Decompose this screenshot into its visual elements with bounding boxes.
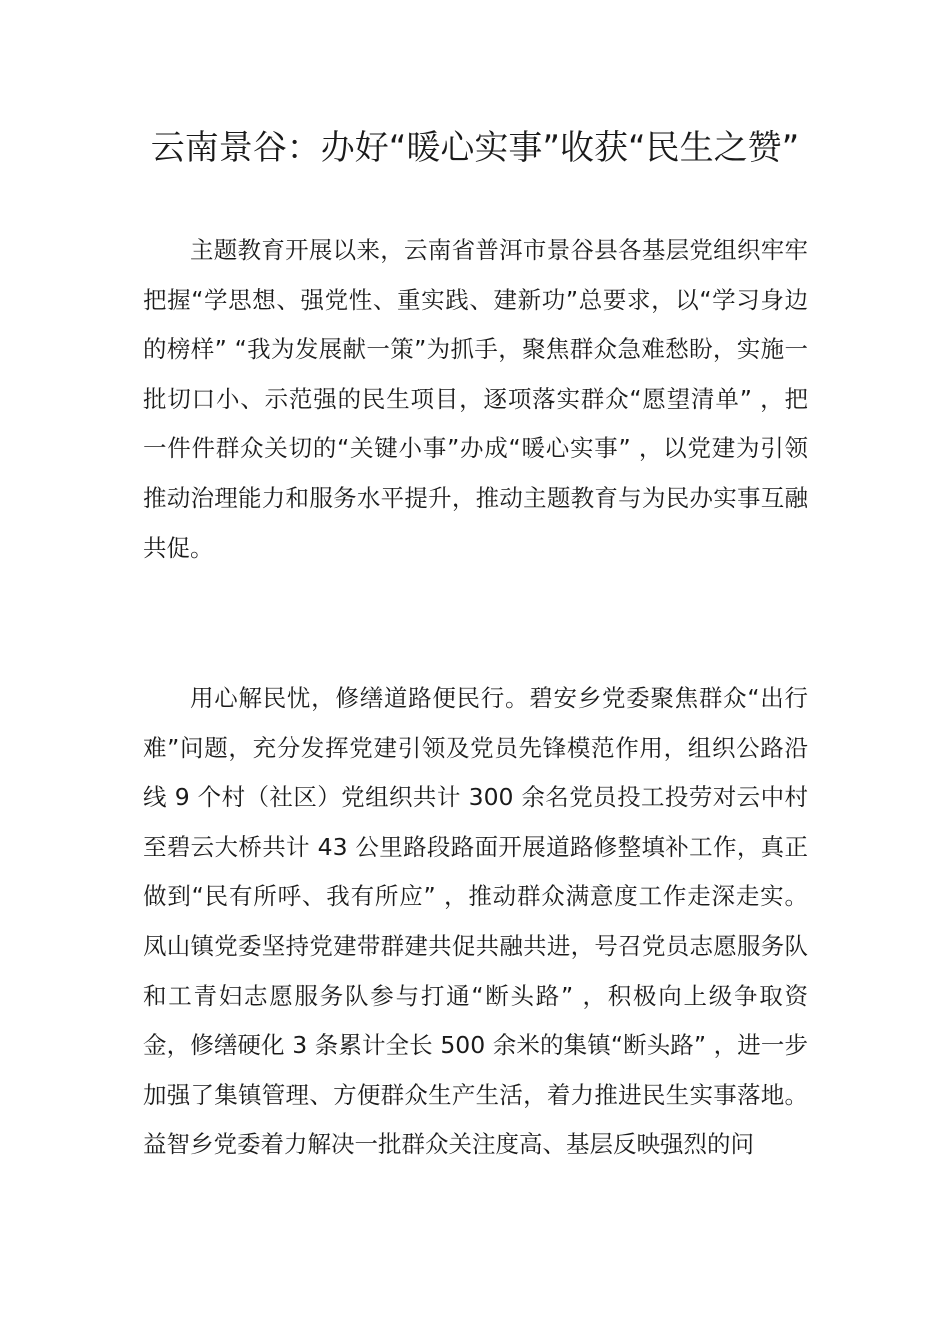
paragraph-intro: 主题教育开展以来，云南省普洱市景谷县各基层党组织牢牢把握“学思想、强党性、重实践、建新功”总要求，以“学习身边的榜样” “我为发展献一策”为抓手，聚焦群众急难愁盼，实施一批切口小、示范强的民生项目，逐项落实群众“愿望清单” ，把一件件群众关切的“关键小事”办成“暖心实事” ，以党建为引领推动治理能力和服务水平提升，推动主题教育与为民办实事互融共促。 xyxy=(143,236,808,562)
document-title: 云南景谷：办好“暖心实事”收获“民生之赞” xyxy=(150,128,800,168)
paragraph-road-repair: 用心解民忧，修缮道路便民行。碧安乡党委聚焦群众“出行难”问题，充分发挥党建引领及党员先锋模范作用，组织公路沿线 9 个村（社区）党组织共计 300 余名党员投工投劳对云中村至碧云大桥共计 43 公里路段路面开展道路修整填补工作，真正做到“民有所呼、我有所应” ，推动群众满意度工作走深走实。凤山镇党委坚持党建带群建共促共融共进，号召党员志愿服务队和工青妇志愿服务队参与打通“断头路” ，积极向上级争取资金，修缮硬化 3 条累计全长 500 余米的集镇“断头路” ，进一步加强了集镇管理、方便群众生产生活，着力推进民生实事落地。益智乡党委着力解决一批群众关注度高、基层反映强烈的问 xyxy=(143,684,808,1159)
